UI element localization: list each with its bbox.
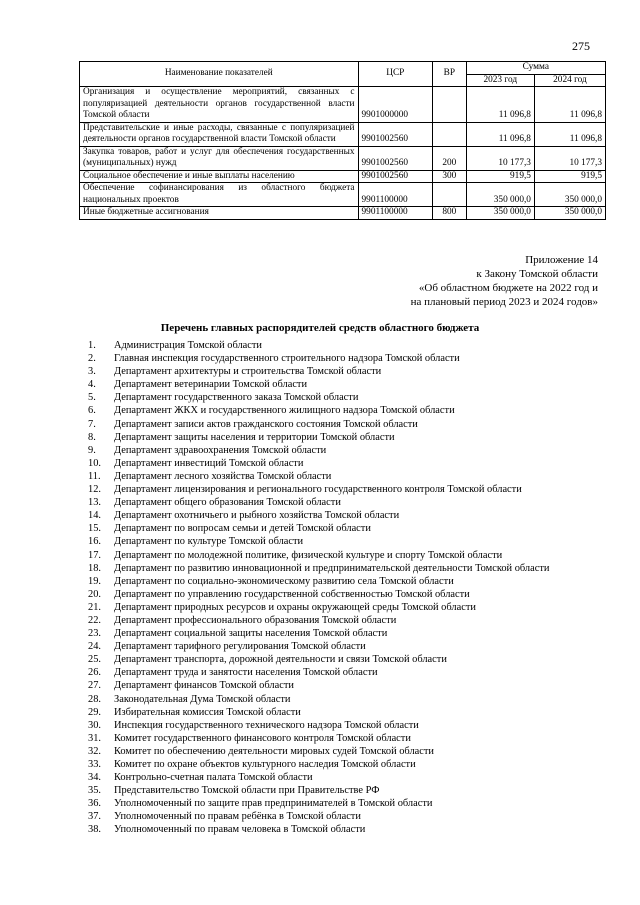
row-vr: 800	[433, 207, 467, 220]
list-item-text: Департамент по управлению государственной собственностью Томской области	[114, 588, 470, 600]
row-name: Организация и осуществление мероприятий, связанных с популяризацией деятельности органов государственной власти Томской области	[80, 87, 359, 123]
list-item-text: Департамент лицензирования и регионального государственного контроля Томской области	[114, 484, 522, 496]
list-item	[88, 575, 608, 588]
list-item	[88, 444, 608, 457]
appendix-line: «Об областном бюджете на 2022 год и	[418, 282, 598, 294]
list-item-text: Департамент ЖКХ и государственного жилищного надзора Томской области	[114, 405, 455, 417]
row-2023: 11 096,8	[466, 122, 534, 146]
appendix-line: к Закону Томской области	[476, 268, 598, 280]
list-item	[88, 771, 608, 784]
list-item-number: 24.	[88, 641, 101, 653]
list-item-number: 37.	[88, 811, 101, 823]
list-item-text: Уполномоченный по правам человека в Томской области	[114, 824, 366, 836]
list-item-text: Департамент транспорта, дорожной деятельности и связи Томской области	[114, 654, 447, 666]
list-item-number: 22.	[88, 614, 101, 626]
list-item-number: 18.	[88, 562, 101, 574]
row-2023: 919,5	[466, 170, 534, 183]
list-item	[88, 378, 608, 391]
row-2023: 10 177,3	[466, 146, 534, 170]
list-item-text: Департамент по молодежной политике, физической культуре и спорту Томской области	[114, 549, 503, 561]
list-item-text: Департамент ветеринарии Томской области	[114, 379, 308, 391]
list-item-text: Департамент по вопросам семьи и детей Томской области	[114, 523, 371, 535]
list-item	[88, 758, 608, 771]
list-item-text: Законодательная Дума Томской области	[114, 693, 291, 705]
list-item	[88, 693, 608, 706]
list-item	[88, 588, 608, 601]
list-item	[88, 509, 608, 522]
list-item	[88, 457, 608, 470]
header-year-2024: 2024 год	[534, 74, 605, 87]
table-row	[80, 170, 606, 183]
list-item-number: 36.	[88, 798, 101, 810]
list-item-text: Департамент по социально-экономическому развитию села Томской области	[114, 575, 454, 587]
row-2024: 350 000,0	[534, 207, 605, 220]
list-item-text: Департамент общего образования Томской области	[114, 497, 341, 509]
list-item	[88, 522, 608, 535]
appendix-line: Приложение 14	[525, 254, 598, 266]
row-csr: 9901002560	[358, 170, 433, 183]
list-item-number: 5.	[88, 392, 96, 404]
list-item-text: Комитет по обеспечению деятельности мировых судей Томской области	[114, 745, 434, 757]
list-item-number: 17.	[88, 549, 101, 561]
list-item-text: Уполномоченный по защите прав предпринимателей в Томской области	[114, 798, 433, 810]
row-name: Обеспечение софинансирования из областного бюджета национальных проектов	[80, 183, 359, 207]
list-item	[88, 614, 608, 627]
list-item-text: Инспекция государственного технического надзора Томской области	[114, 719, 419, 731]
list-item	[88, 339, 608, 352]
list-item	[88, 719, 608, 732]
list-title: Перечень главных распорядителей средств областного бюджета	[160, 322, 480, 334]
list-item-number: 15.	[88, 523, 101, 535]
list-item-text: Департамент записи актов гражданского состояния Томской области	[114, 418, 418, 430]
row-2023: 11 096,8	[466, 87, 534, 123]
list-item	[88, 418, 608, 431]
row-csr: 9901002560	[358, 122, 433, 146]
list-item	[88, 404, 608, 417]
list-item-text: Департамент социальной защиты населения Томской области	[114, 628, 388, 640]
budget-table	[79, 61, 606, 220]
list-item	[88, 640, 608, 653]
list-item-number: 10.	[88, 457, 101, 469]
header-sum: Сумма	[466, 62, 605, 75]
row-2023: 350 000,0	[466, 207, 534, 220]
list-item-number: 33.	[88, 759, 101, 770]
list-item-number: 11.	[88, 470, 101, 482]
header-year-2023: 2023 год	[466, 74, 534, 87]
list-item-text: Департамент по культуре Томской области	[114, 536, 304, 548]
list-item	[88, 745, 608, 758]
list-item-number: 12.	[88, 484, 101, 496]
table-header-row	[80, 62, 606, 75]
table-row	[80, 146, 606, 170]
list-item-text: Избирательная комиссия Томской области	[114, 706, 301, 718]
list-item-number: 2.	[88, 353, 96, 365]
row-2024: 919,5	[534, 170, 605, 183]
list-item-number: 21.	[88, 601, 101, 613]
list-item-text: Департамент защиты населения и территории Томской области	[114, 431, 395, 443]
list-item	[88, 365, 608, 378]
list-item-text: Департамент государственного заказа Томской области	[114, 392, 359, 404]
list-item	[88, 470, 608, 483]
list-item-number: 23.	[88, 628, 101, 640]
page-number: 275	[572, 39, 590, 53]
row-csr: 9901000000	[358, 87, 433, 123]
row-csr: 9901100000	[358, 183, 433, 207]
list-item-number: 14.	[88, 510, 101, 522]
list-item-text: Комитет государственного финансового контроля Томской области	[114, 732, 411, 744]
list-item-number: 32.	[88, 745, 101, 757]
table-row	[80, 183, 606, 207]
list-item-text: Главная инспекция государственного строительного надзора Томской области	[114, 353, 460, 365]
row-name: Закупка товаров, работ и услуг для обеспечения государственных (муниципальных) нужд	[80, 146, 359, 170]
list-item-number: 30.	[88, 719, 101, 731]
row-vr: 300	[433, 170, 467, 183]
list-item-number: 29.	[88, 706, 101, 718]
list-item-number: 9.	[88, 444, 96, 456]
list-item-text: Комитет по охране объектов культурного наследия Томской области	[114, 759, 416, 770]
list-item-number: 25.	[88, 654, 101, 666]
list-item	[88, 352, 608, 365]
list-item	[88, 391, 608, 404]
list-item-number: 19.	[88, 575, 101, 587]
header-csr: ЦСР	[358, 62, 433, 87]
list-item	[88, 483, 608, 496]
list-item	[88, 562, 608, 575]
row-2024: 11 096,8	[534, 87, 605, 123]
row-name: Представительские и иные расходы, связанные с популяризацией деятельности органов государственной власти Томской области	[80, 122, 359, 146]
list-item-number: 20.	[88, 588, 101, 600]
list-item	[88, 627, 608, 640]
list-item-number: 1.	[88, 340, 96, 351]
list-item-text: Департамент профессионального образования Томской области	[114, 614, 397, 626]
row-name: Социальное обеспечение и иные выплаты населению	[80, 170, 359, 183]
row-vr: 200	[433, 146, 467, 170]
list-item-number: 38.	[88, 824, 101, 836]
list-item-text: Департамент природных ресурсов и охраны окружающей среды Томской области	[114, 601, 476, 613]
list-item-number: 31.	[88, 732, 101, 744]
table-row	[80, 207, 606, 220]
list-item-number: 3.	[88, 366, 96, 378]
list-item-number: 4.	[88, 379, 96, 391]
list-item-text: Администрация Томской области	[114, 340, 262, 351]
row-2023: 350 000,0	[466, 183, 534, 207]
list-item	[88, 666, 608, 679]
list-item-number: 27.	[88, 680, 101, 692]
header-name: Наименование показателей	[80, 62, 359, 87]
list-item	[88, 601, 608, 614]
table-row	[80, 87, 606, 123]
row-csr: 9901002560	[358, 146, 433, 170]
list-item-number: 13.	[88, 497, 101, 509]
list-item-text: Департамент архитектуры и строительства Томской области	[114, 366, 382, 378]
list-item-text: Представительство Томской области при Правительстве РФ	[114, 785, 380, 797]
row-name: Иные бюджетные ассигнования	[80, 207, 359, 220]
list-item-text: Департамент по развитию инновационной и предпринимательской деятельности Томской области	[114, 562, 550, 574]
list-item-number: 35.	[88, 785, 101, 797]
list-item-number: 28.	[88, 693, 101, 705]
list-item-number: 8.	[88, 431, 96, 443]
row-vr	[433, 122, 467, 146]
list-item	[88, 797, 608, 810]
row-csr: 9901100000	[358, 207, 433, 220]
list-item	[88, 549, 608, 562]
list-item-text: Департамент труда и занятости населения Томской области	[114, 667, 378, 679]
list-item-text: Департамент лесного хозяйства Томской области	[114, 470, 332, 482]
list-item-text: Департамент финансов Томской области	[114, 680, 294, 692]
list-item-text: Департамент инвестиций Томской области	[114, 457, 304, 469]
header-vr: ВР	[433, 62, 467, 87]
list-item-number: 7.	[88, 418, 96, 430]
row-2024: 10 177,3	[534, 146, 605, 170]
list-item-text: Уполномоченный по правам ребёнка в Томской области	[114, 811, 361, 823]
appendix-line: на плановый период 2023 и 2024 годов»	[410, 296, 598, 308]
list-item-text: Департамент здравоохранения Томской области	[114, 444, 327, 456]
list-item	[88, 823, 608, 836]
table-row	[80, 122, 606, 146]
list-item	[88, 784, 608, 797]
row-2024: 11 096,8	[534, 122, 605, 146]
list-item	[88, 431, 608, 444]
row-vr	[433, 183, 467, 207]
appendix-header	[411, 253, 598, 309]
list-item	[88, 732, 608, 745]
list-item-text: Контрольно-счетная палата Томской области	[114, 772, 313, 784]
list-item-number: 6.	[88, 405, 96, 417]
list-item-text: Департамент тарифного регулирования Томской области	[114, 641, 366, 653]
list-item	[88, 653, 608, 666]
list-item	[88, 535, 608, 548]
list-item	[88, 679, 608, 692]
row-vr	[433, 87, 467, 123]
list-item	[88, 496, 608, 509]
list-item	[88, 810, 608, 823]
list-item-number: 34.	[88, 772, 101, 784]
list-item-number: 16.	[88, 536, 101, 548]
list-item	[88, 706, 608, 719]
organization-list	[88, 339, 608, 837]
row-2024: 350 000,0	[534, 183, 605, 207]
list-item-number: 26.	[88, 667, 101, 679]
list-item-text: Департамент охотничьего и рыбного хозяйства Томской области	[114, 510, 400, 522]
